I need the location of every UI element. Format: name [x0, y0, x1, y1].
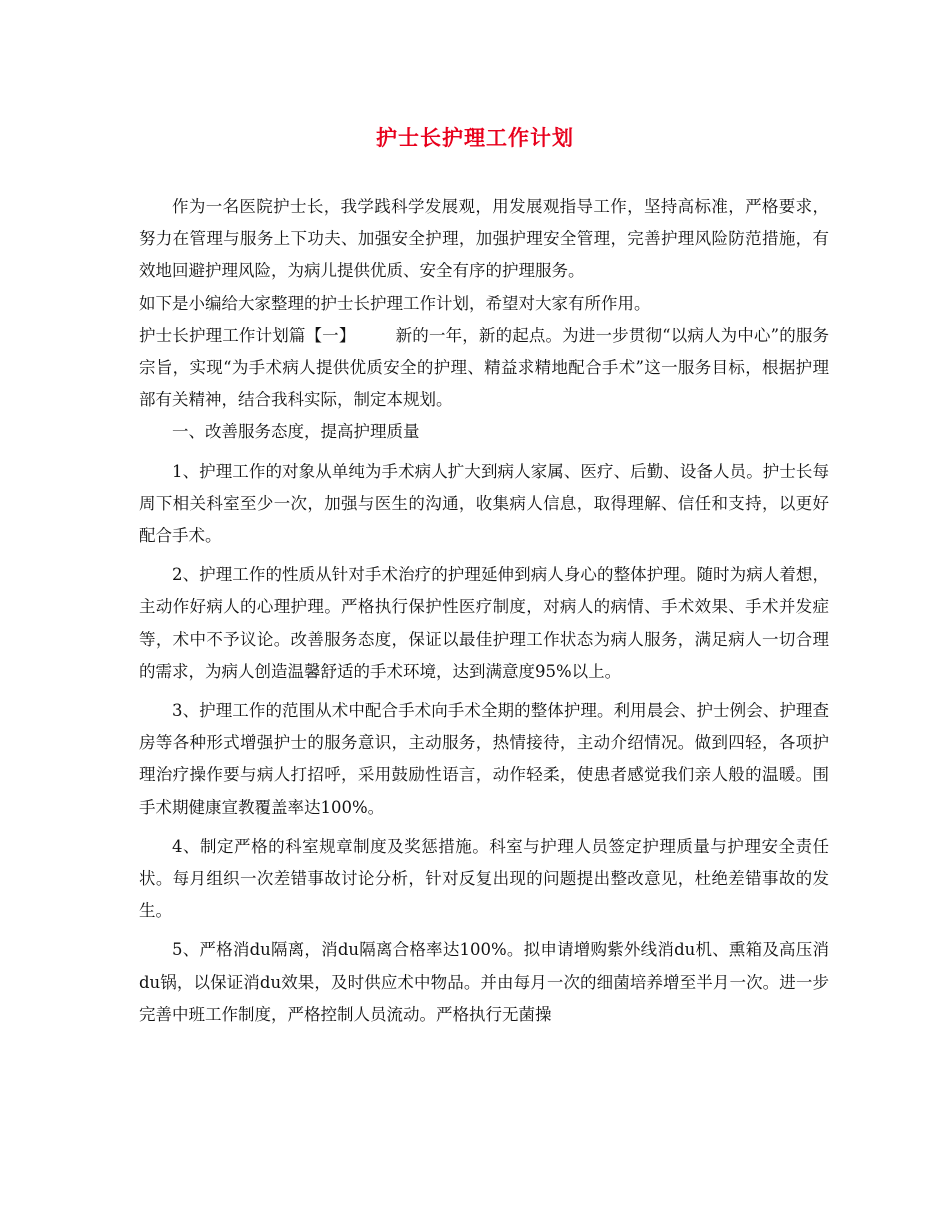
section-intro: 新的一年，新的起点。为进一步贯彻“以病人为中心”的服务宗旨，实现“为手术病人提供优质安全的护理、精益求精地配合手术”这一服务目标，根据护理部有关精神，结合我科实际，制定本规划。	[139, 325, 830, 410]
section-heading: 护士长护理工作计划篇【一】	[139, 325, 356, 345]
list-item: 3、护理工作的范围从术中配合手术向手术全期的整体护理。利用晨会、护士例会、护理查房等各种形式增强护士的服务意识，主动服务，热情接待，主动介绍情况。做到四轻，各项护理治疗操作要与病人打招呼，采用鼓励性语言，动作轻柔，使患者感觉我们亲人般的温暖。围手术期健康宣教覆盖率达100%。	[139, 701, 829, 817]
document-title: 护士长护理工作计划	[376, 125, 574, 150]
document-body	[139, 191, 829, 1031]
intro-note: 如下是小编给大家整理的护士长护理工作计划，希望对大家有所作用。	[139, 293, 651, 313]
list-item: 2、护理工作的性质从针对手术治疗的护理延伸到病人身心的整体护理。随时为病人着想，主动作好病人的心理护理。严格执行保护性医疗制度，对病人的病情、手术效果、手术并发症等，术中不予议论。改善服务态度，保证以最佳护理工作状态为病人服务，满足病人一切合理的需求，为病人创造温馨舒适的手术环境，达到满意度95%以上。	[139, 565, 829, 681]
list-item: 1、护理工作的对象从单纯为手术病人扩大到病人家属、医疗、后勤、设备人员。护士长每周下相关科室至少一次，加强与医生的沟通，收集病人信息，取得理解、信任和支持，以更好配合手术。	[139, 461, 829, 546]
list-item: 5、严格消du隔离，消du隔离合格率达100%。拟申请增购紫外线消du机、熏箱及高压消du锅，以保证消du效果，及时供应术中物品。并由每月一次的细菌培养增至半月一次。进一步完善中班工作制度，严格控制人员流动。严格执行无菌操	[139, 940, 829, 1024]
list-item: 4、制定严格的科室规章制度及奖惩措施。科室与护理人员签定护理质量与护理安全责任状。每月组织一次差错事故讨论分析，针对反复出现的问题提出整改意见，杜绝差错事故的发生。	[139, 836, 829, 921]
section-paragraph	[139, 320, 829, 417]
part-heading: 一、改善服务态度，提高护理质量	[172, 422, 420, 442]
intro-paragraph: 作为一名医院护士长，我学践科学发展观，用发展观指导工作，坚持高标准，严格要求，努力在管理与服务上下功夫、加强安全护理，加强护理安全管理，完善护理风险防范措施，有效地回避护理风险，为病儿提供优质、安全有序的护理服务。	[139, 197, 829, 281]
